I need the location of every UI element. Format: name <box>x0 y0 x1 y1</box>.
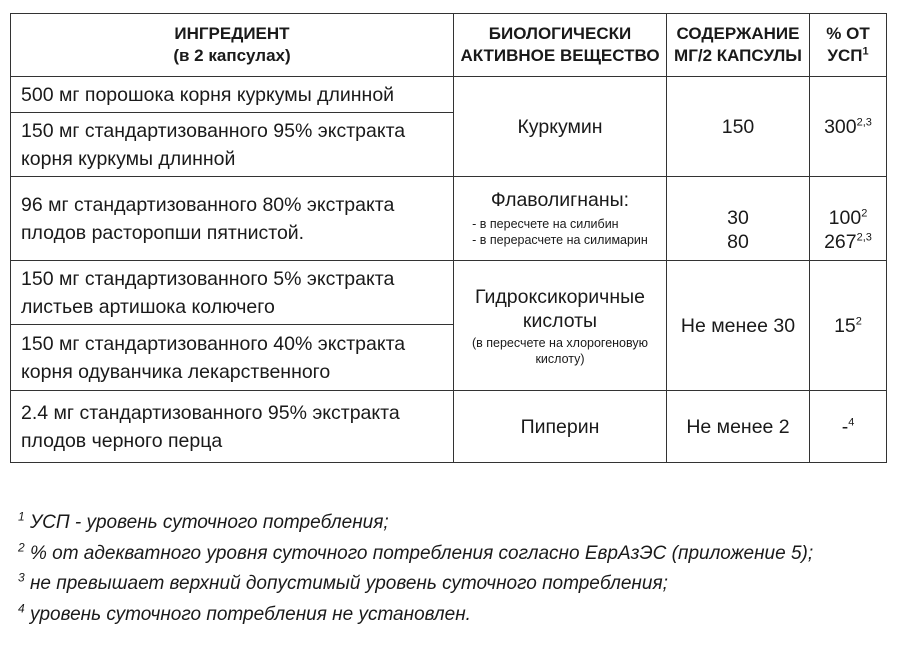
header-content <box>667 14 810 77</box>
footnote-3-text: не превышает верхний допустимый уровень суточного потребления; <box>24 573 668 594</box>
hca-note: (в пересчете на хлорогеновую кислоту) <box>471 335 649 366</box>
header-percent <box>810 14 887 77</box>
footnote-1-mark: 1 <box>18 509 25 524</box>
header-active-line1: БИОЛОГИЧЕСКИ <box>488 24 632 43</box>
amount-silibin: 30 <box>727 206 749 229</box>
footnote-4 <box>18 600 813 631</box>
percent-hca-sup: 2 <box>855 315 862 327</box>
header-active-line2: АКТИВНОЕ ВЕЩЕСТВО <box>460 46 660 65</box>
footnote-3 <box>18 569 813 600</box>
footnote-1-text: УСП - уровень суточного потребления; <box>24 512 389 533</box>
active-hydroxycinnamic-acids <box>454 261 667 391</box>
footnote-4-text: уровень суточного потребления не установлен. <box>24 603 471 625</box>
footnote-2-text: % от адекватного уровня суточного потребления согласно ЕврАзЭС (приложение 5); <box>24 542 814 564</box>
header-percent-sup: 1 <box>862 45 869 58</box>
table-row <box>11 261 887 325</box>
table-row <box>11 77 887 113</box>
percent-piperine-sup: 4 <box>848 416 855 428</box>
footnote-3-mark: 3 <box>18 570 25 585</box>
percent-silibin: 100 <box>828 206 862 229</box>
header-ingredient-line1: ИНГРЕДИЕНТ <box>174 24 290 43</box>
percent-curcumin-value: 300 <box>824 115 857 138</box>
ingredient-turmeric-extract: 150 мг стандартизованного 95% экстракта корня куркумы длинной <box>11 113 454 177</box>
ingredient-artichoke: 150 мг стандартизованного 5% экстракта листьев артишока колючего <box>11 261 454 325</box>
amount-silymarin: 80 <box>727 230 749 253</box>
percent-flavolignans <box>810 177 887 261</box>
percent-hca-value: 15 <box>834 314 856 337</box>
header-content-line1: СОДЕРЖАНИЕ <box>676 24 800 43</box>
percent-curcumin-sup: 2,3 <box>856 116 872 128</box>
footnote-2-mark: 2 <box>18 540 25 555</box>
ingredient-black-pepper: 2.4 мг стандартизованного 95% экстракта плодов черного перца <box>11 391 454 463</box>
percent-silibin-sup: 2 <box>861 207 868 219</box>
ingredient-dandelion: 150 мг стандартизованного 40% экстракта корня одуванчика лекарственного <box>11 325 454 391</box>
flavolignans-sub-silibin: - в пересчете на силибин <box>472 216 619 231</box>
table-header-row <box>11 14 887 77</box>
footnote-1 <box>18 508 813 539</box>
header-ingredient-line2: (в 2 капсулах) <box>173 46 291 65</box>
ingredient-milk-thistle: 96 мг стандартизованного 80% экстракта плодов расторопши пятнистой. <box>11 177 454 261</box>
percent-hca <box>810 261 887 391</box>
header-percent-line1: % ОТ <box>826 24 870 43</box>
flavolignans-sub-silymarin: - в перерасчете на силимарин <box>472 232 648 247</box>
flavolignans-name: Флаволигнаны: <box>490 188 630 211</box>
amount-curcumin: 150 <box>667 77 810 177</box>
header-active-substance <box>454 14 667 77</box>
active-piperine: Пиперин <box>454 391 667 463</box>
footnote-2 <box>18 539 813 570</box>
table-row <box>11 177 887 261</box>
percent-piperine-value: - <box>841 415 849 438</box>
supplement-composition <box>10 13 886 463</box>
percent-curcumin <box>810 77 887 177</box>
amount-piperine: Не менее 2 <box>667 391 810 463</box>
active-flavolignans <box>454 177 667 261</box>
percent-silymarin-sup: 2,3 <box>856 231 872 243</box>
footnote-4-mark: 4 <box>18 601 25 616</box>
table-row <box>11 391 887 463</box>
footnotes <box>18 508 813 630</box>
composition-table <box>10 13 887 463</box>
active-curcumin: Куркумин <box>454 77 667 177</box>
header-percent-line2: УСП <box>827 46 863 65</box>
percent-piperine <box>810 391 887 463</box>
header-ingredient <box>11 14 454 77</box>
flavolignans-sublist <box>472 216 648 248</box>
ingredient-turmeric-powder: 500 мг порошока корня куркумы длинной <box>11 77 454 113</box>
hca-name-line2: кислоты <box>522 309 598 332</box>
hca-name-line1: Гидроксикоричные <box>475 285 645 308</box>
percent-silymarin: 267 <box>824 230 857 253</box>
amount-hca: Не менее 30 <box>667 261 810 391</box>
amount-flavolignans <box>667 177 810 261</box>
header-content-line2: МГ/2 КАПСУЛЫ <box>674 46 802 65</box>
